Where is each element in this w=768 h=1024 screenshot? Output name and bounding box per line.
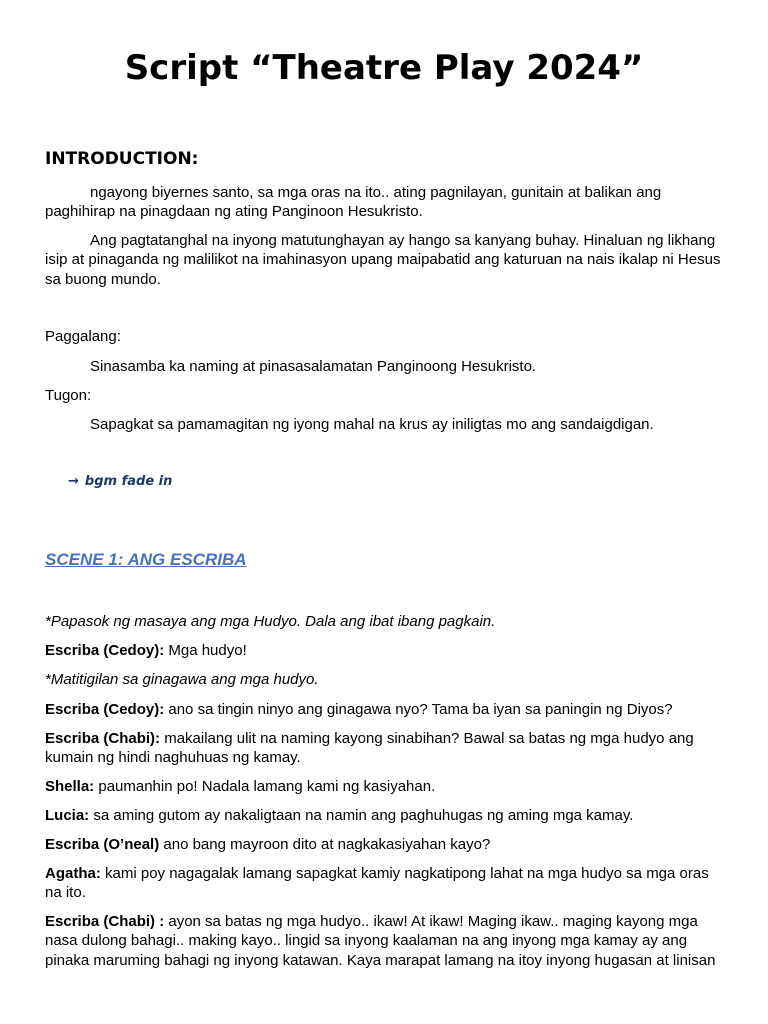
dialogue-text: kami poy nagagalak lamang sapagkat kamiy nagkatipong lahat na mga hudyo sa mga oras na ito.	[45, 865, 709, 902]
intro-paragraph-1: ngayong biyernes santo, sa mga oras na ito.. ating pagnilayan, gunitain at balikan ang paghihirap na pinagdaan ng ating Panginoon Hesukristo.	[45, 184, 662, 221]
introduction-heading: INTRODUCTION:	[45, 149, 199, 169]
tugon-label: Tugon:	[45, 387, 92, 404]
dialogue-text: paumanhin po! Nadala lamang kami ng kasiyahan.	[94, 778, 436, 795]
dialogue-line	[45, 835, 725, 854]
dialogue-line	[45, 700, 725, 719]
speaker-name: Escriba (Chabi):	[45, 730, 161, 747]
dialogue-text: Mga hudyo!	[164, 642, 247, 659]
document-title: Script “Theatre Play 2024”	[124, 48, 644, 88]
dialogue-line	[45, 912, 725, 970]
speaker-name: Shella:	[45, 778, 95, 795]
dialogue-text: sa aming gutom ay nakaligtaan na namin ang paghuhugas ng aming mga kamay.	[89, 807, 634, 824]
speaker-name: Escriba (Chabi) :	[45, 913, 165, 930]
speaker-name: Escriba (Cedoy):	[45, 701, 165, 718]
paggalang-text: Sinasamba ka naming at pinasasalamatan Panginoong Hesukristo.	[90, 358, 537, 375]
stage-direction-1: *Papasok ng masaya ang mga Hudyo. Dala ang ibat ibang pagkain.	[45, 613, 496, 630]
scene-1-heading: SCENE 1: ANG ESCRIBA	[45, 550, 247, 569]
dialogue-line	[45, 864, 725, 903]
paggalang-label: Paggalang:	[45, 328, 121, 345]
dialogue-text: ayon sa batas ng mga hudyo.. ikaw! At ikaw! Maging ikaw.. maging kayong mga nasa dulong bahagi.. making kayo.. lingid sa inyong kaalaman na ang inyong mga kamay ay ang pinaka maruming bahagi ng inyong katawan. Kaya marapat lamang na itoy inyong hugasan at linisan	[45, 913, 716, 969]
bgm-cue-text: bgm fade in	[84, 474, 173, 489]
dialogue-line	[45, 806, 725, 825]
dialogue-text: ano sa tingin ninyo ang ginagawa nyo? Tama ba iyan sa paningin ng Diyos?	[164, 701, 673, 718]
dialogue-text: makailang ulit na naming kayong sinabihan? Bawal sa batas ng mga hudyo ang kumain ng hindi naghuhuas ng kamay.	[45, 730, 694, 767]
speaker-name: Escriba (Cedoy):	[45, 642, 165, 659]
right-arrow-icon: →	[68, 474, 79, 489]
speaker-name: Escriba (O’neal)	[45, 836, 160, 853]
tugon-text: Sapagkat sa pamamagitan ng iyong mahal na krus ay iniligtas mo ang sandaigdigan.	[90, 416, 654, 433]
bgm-cue	[68, 474, 172, 489]
dialogue-line	[45, 729, 725, 768]
speaker-name: Lucia:	[45, 807, 90, 824]
intro-paragraph-2: Ang pagtatanghal na inyong matutunghayan ay hango sa kanyang buhay. Hinaluan ng likhang isip at pinaganda ng malilikot na imahinasyon upang maipabatid ang katuruan na nais ikalap ni Hesus sa buong mundo.	[45, 232, 721, 288]
dialogue-line	[45, 777, 725, 796]
dialogue-line	[45, 641, 725, 660]
stage-direction-2: *Matitigilan sa ginagawa ang mga hudyo.	[45, 671, 319, 688]
dialogue-text: ano bang mayroon dito at nagkakasiyahan kayo?	[159, 836, 491, 853]
speaker-name: Agatha:	[45, 865, 101, 882]
